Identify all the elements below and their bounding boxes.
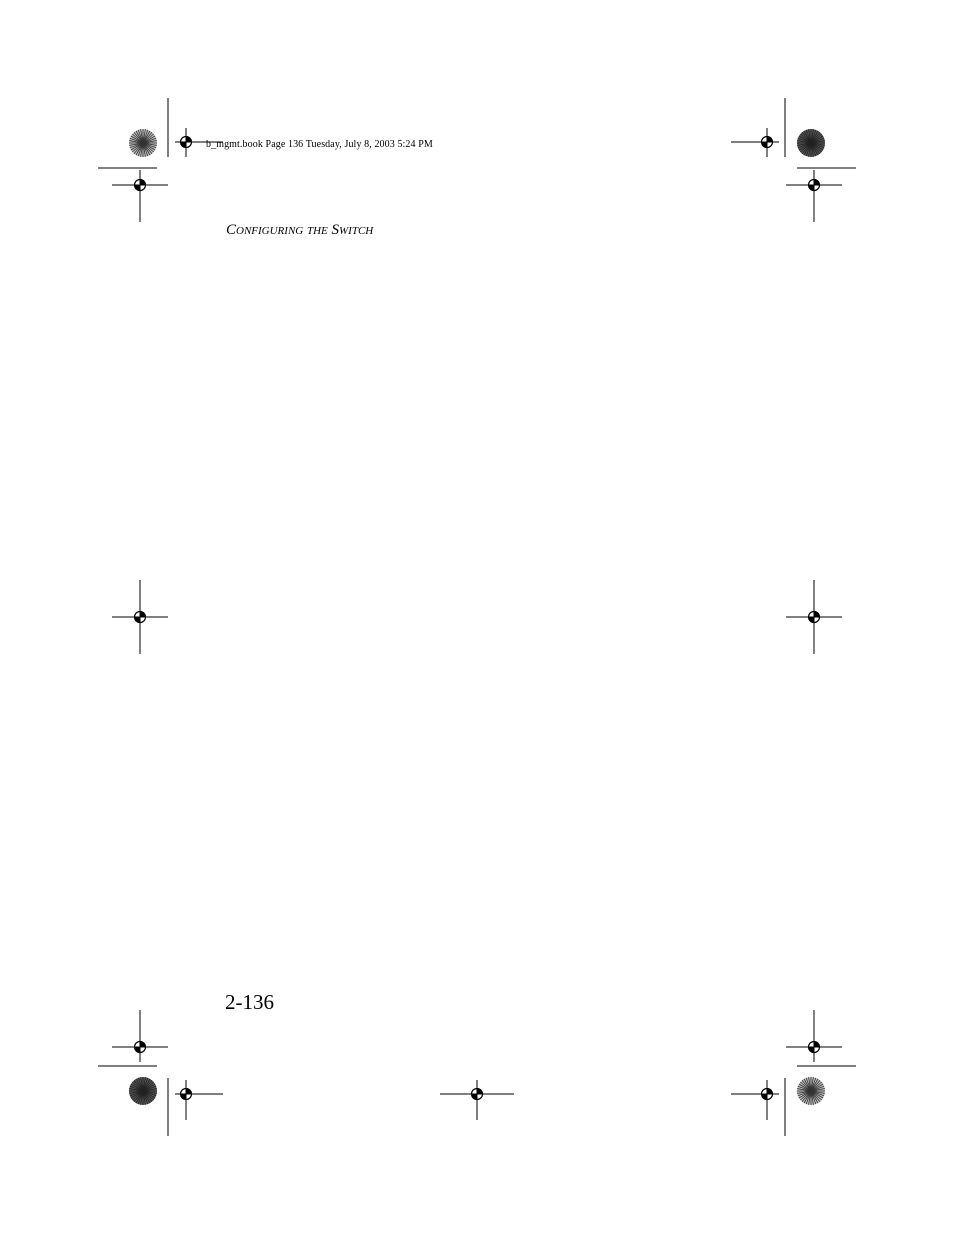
star-target-light-icon [797,1077,825,1105]
registration-target-icon [809,1042,820,1053]
registration-target-icon [135,180,146,191]
star-target-dark-icon [797,129,825,157]
star-target-dark-icon [129,1077,157,1105]
registration-target-icon [181,137,192,148]
registration-target-icon [472,1089,483,1100]
crop-lines [98,98,856,1136]
registration-target-icon [181,1089,192,1100]
registration-target-icon [135,1042,146,1053]
registration-marks [135,137,820,1100]
running-head [226,222,373,239]
registration-target-icon [762,1089,773,1100]
star-target-light-icon [129,129,157,157]
page-number: 2-136 [225,990,274,1014]
star-targets [129,129,825,1105]
running-head-text: Configuring the Switch [226,222,374,238]
print-slug-line: b_mgmt.book Page 136 Tuesday, July 8, 2003 5:24 PM [206,139,433,150]
registration-target-icon [135,612,146,623]
registration-target-icon [762,137,773,148]
registration-target-icon [809,180,820,191]
registration-target-icon [809,612,820,623]
